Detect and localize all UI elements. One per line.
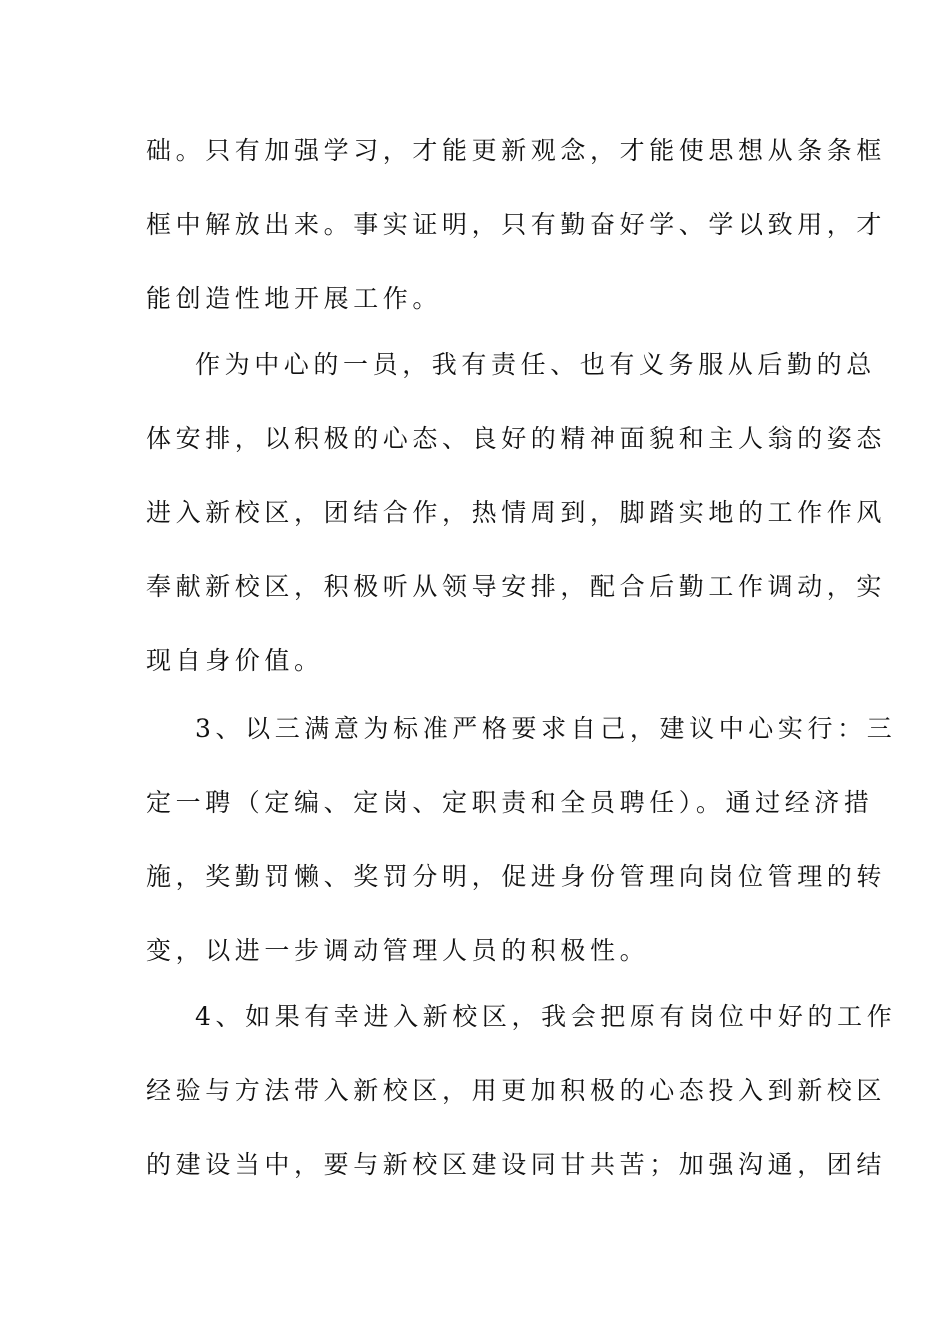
text-line: 经验与方法带入新校区，用更加积极的心态投入到新校区 [146, 1076, 887, 1105]
text-line: 能创造性地开展工作。 [146, 284, 443, 313]
text-line: 进入新校区，团结合作，热情周到，脚踏实地的工作作风 [146, 498, 887, 527]
paragraph-first-line: 作为中心的一员，我有责任、也有义务服从后勤的总 [195, 350, 876, 379]
text-line: 定一聘（定编、定岗、定职责和全员聘任）。通过经济措 [146, 788, 874, 817]
text-line: 变，以进一步调动管理人员的积极性。 [146, 936, 650, 965]
text-line: 的建设当中，要与新校区建设同甘共苦；加强沟通，团结 [146, 1150, 887, 1179]
text-line: 现自身价值。 [146, 646, 324, 675]
text-line: 施，奖勤罚懒、奖罚分明，促进身份管理向岗位管理的转 [146, 862, 887, 891]
text-line: 体安排，以积极的心态、良好的精神面貌和主人翁的姿态 [146, 424, 887, 453]
text-line: 框中解放出来。事实证明，只有勤奋好学、学以致用，才 [146, 210, 887, 239]
paragraph-first-line: 3、以三满意为标准严格要求自己，建议中心实行：三 [195, 714, 897, 743]
text-line: 奉献新校区，积极听从领导安排，配合后勤工作调动，实 [146, 572, 887, 601]
paragraph-first-line: 4、如果有幸进入新校区，我会把原有岗位中好的工作 [195, 1002, 897, 1031]
text-line: 础。只有加强学习，才能更新观念，才能使思想从条条框 [146, 136, 887, 165]
